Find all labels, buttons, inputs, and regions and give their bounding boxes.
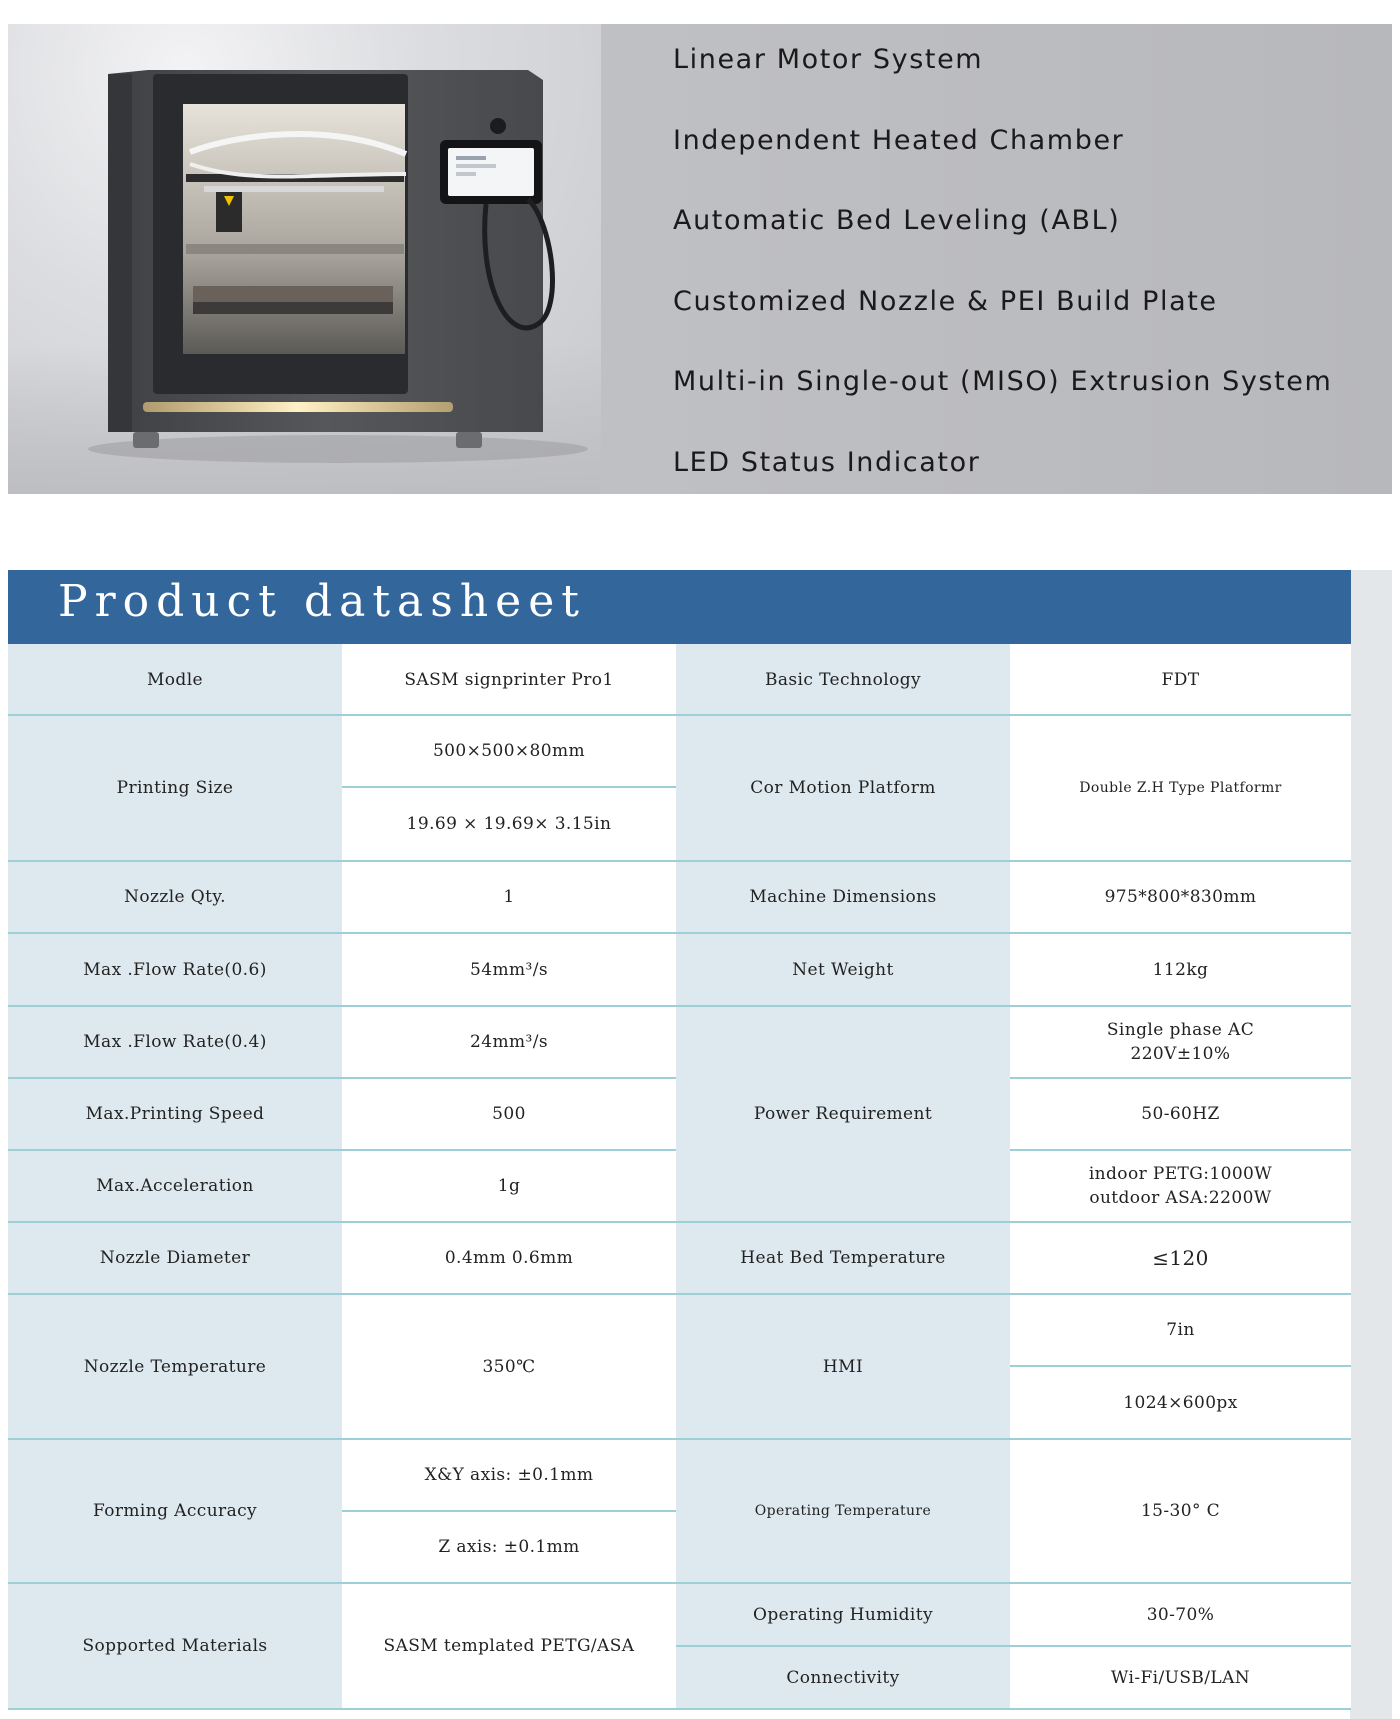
spec-value-motion-platform: Double Z.H Type Platformr [1010, 715, 1351, 861]
spec-value-accuracy-z: Z axis: ±0.1mm [342, 1511, 676, 1583]
row-divider [8, 1708, 1351, 1710]
spec-label-weight: Net Weight [676, 933, 1010, 1006]
spec-value-operating-temp: 15-30° C [1010, 1439, 1351, 1583]
spec-label-materials: Sopported Materials [8, 1583, 342, 1709]
spec-label-operating-temp: Operating Temperature [676, 1439, 1010, 1583]
spec-label-model: Modle [8, 644, 342, 715]
row-divider [8, 1005, 1351, 1007]
spec-value-nozzle-temp: 350℃ [342, 1294, 676, 1439]
row-divider [8, 1221, 1351, 1223]
row-divider [342, 1510, 676, 1512]
feature-item: Automatic Bed Leveling (ABL) [673, 205, 1121, 236]
spec-value-hmi-resolution: 1024×600px [1010, 1366, 1351, 1439]
spec-value-hmi-size: 7in [1010, 1294, 1351, 1366]
row-divider [8, 1149, 676, 1151]
product-datasheet [8, 570, 1392, 1719]
spec-value-printing-size-in: 19.69 × 19.69× 3.15in [342, 787, 676, 861]
spec-value-printing-size-mm: 500×500×80mm [342, 715, 676, 787]
datasheet-title: Product datasheet [58, 576, 586, 627]
spec-value-weight: 112kg [1010, 933, 1351, 1006]
row-divider [1010, 1365, 1351, 1367]
spec-value-speed: 500 [342, 1078, 676, 1150]
spec-value-materials: SASM templated PETG/ASA [342, 1583, 676, 1709]
spec-label-power: Power Requirement [676, 1006, 1010, 1222]
row-divider [676, 1645, 1351, 1647]
spec-value-flow-06: 54mm³/s [342, 933, 676, 1006]
spec-label-connectivity: Connectivity [676, 1646, 1010, 1709]
spec-value-technology: FDT [1010, 644, 1351, 715]
row-divider [342, 786, 676, 788]
spec-label-nozzle-qty: Nozzle Qty. [8, 861, 342, 933]
row-divider [8, 714, 1351, 716]
row-divider [8, 1077, 676, 1079]
feature-item: Multi-in Single-out (MISO) Extrusion System [673, 366, 1333, 397]
spec-label-nozzle-diameter: Nozzle Diameter [8, 1222, 342, 1294]
spec-value-connectivity: Wi-Fi/USB/LAN [1010, 1646, 1351, 1709]
row-divider [8, 1293, 1351, 1295]
spec-value-acceleration: 1g [342, 1150, 676, 1222]
spec-label-technology: Basic Technology [676, 644, 1010, 715]
feature-item: Customized Nozzle & PEI Build Plate [673, 285, 1218, 317]
spec-label-speed: Max.Printing Speed [8, 1078, 342, 1150]
feature-item: Linear Motor System [673, 44, 984, 75]
datasheet-header [8, 570, 1351, 644]
row-divider [8, 932, 1351, 934]
spec-value-power-hz: 50-60HZ [1010, 1078, 1351, 1150]
spec-label-humidity: Operating Humidity [676, 1583, 1010, 1646]
feature-list [673, 40, 1332, 494]
spec-label-flow-04: Max .Flow Rate(0.4) [8, 1006, 342, 1078]
feature-item: LED Status Indicator [673, 446, 981, 478]
spec-value-model: SASM signprinter Pro1 [342, 644, 676, 715]
spec-label-forming-accuracy: Forming Accuracy [8, 1439, 342, 1583]
printer-photo [8, 24, 601, 494]
row-divider [8, 860, 1351, 862]
spec-label-acceleration: Max.Acceleration [8, 1150, 342, 1222]
spec-label-motion-platform: Cor Motion Platform [676, 715, 1010, 861]
spec-value-power-watts: indoor PETG:1000W outdoor ASA:2200W [1010, 1150, 1351, 1222]
row-divider [8, 1582, 1351, 1584]
spec-value-humidity: 30-70% [1010, 1583, 1351, 1646]
row-divider [1010, 1077, 1351, 1079]
row-divider [1010, 1149, 1351, 1151]
spec-value-nozzle-diameter: 0.4mm 0.6mm [342, 1222, 676, 1294]
feature-item: Independent Heated Chamber [673, 124, 1125, 156]
printer-illustration [8, 24, 601, 494]
spec-label-dimensions: Machine Dimensions [676, 861, 1010, 933]
spec-value-nozzle-qty: 1 [342, 861, 676, 933]
spec-label-hmi: HMI [676, 1294, 1010, 1439]
spec-value-dimensions: 975*800*830mm [1010, 861, 1351, 933]
spec-value-flow-04: 24mm³/s [342, 1006, 676, 1078]
spec-label-bed-temp: Heat Bed Temperature [676, 1222, 1010, 1294]
spec-label-flow-06: Max .Flow Rate(0.6) [8, 933, 342, 1006]
spec-value-accuracy-xy: X&Y axis: ±0.1mm [342, 1439, 676, 1511]
spec-value-bed-temp: ≤120 [1010, 1222, 1351, 1294]
spec-label-printing-size: Printing Size [8, 715, 342, 861]
spec-label-nozzle-temp: Nozzle Temperature [8, 1294, 342, 1439]
hero-banner [8, 24, 1392, 494]
spec-value-power-ac: Single phase AC 220V±10% [1010, 1006, 1351, 1078]
row-divider [8, 1438, 1351, 1440]
